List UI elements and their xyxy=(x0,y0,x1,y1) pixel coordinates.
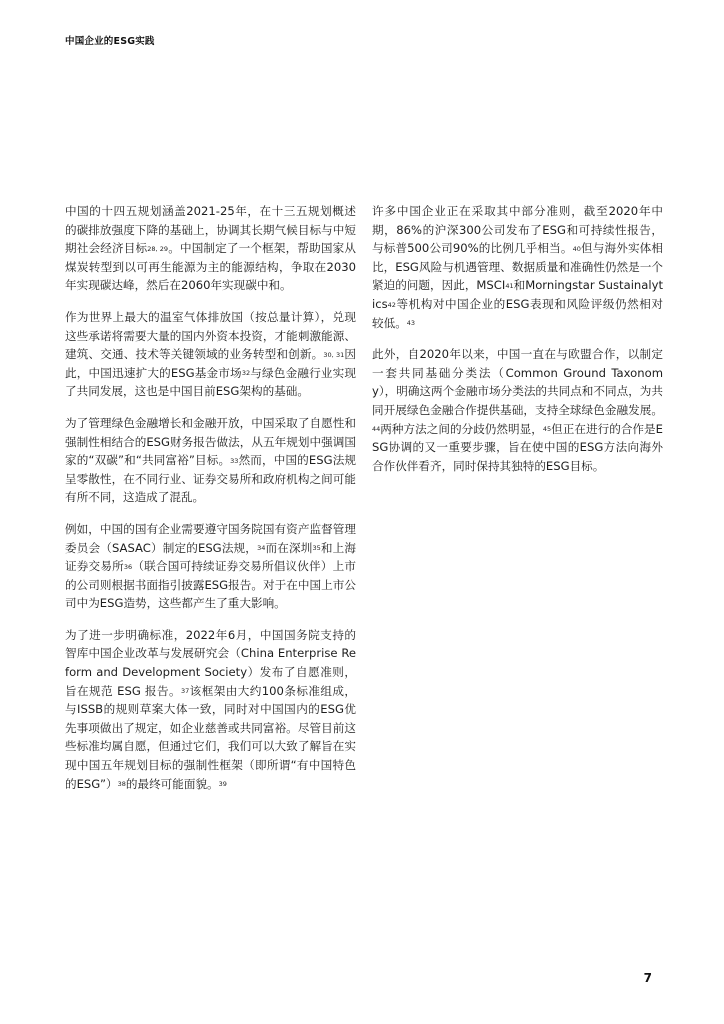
text-run: 的最终可能面貌。 xyxy=(125,776,219,791)
footnote-ref: 38 xyxy=(117,780,126,789)
text-run: 因此，中国迅速扩大的ESG基金市场 xyxy=(65,347,356,380)
text-run: 为了进一步明确标准，2022年6月，中国国务院支持的智库中国企业改革与发展研究会（China Enterprise Reform and Development Society）发布了自愿准则，旨在规范 ESG 报告。 xyxy=(65,627,356,698)
paragraph-green-finance-reporting xyxy=(65,414,356,507)
footnote-ref: 28, 29 xyxy=(147,244,169,253)
footnote-ref: 41 xyxy=(505,282,514,291)
text-run: 此外，自2020年以来，中国一直在与欧盟合作，以制定一套共同基础分类法（Common Ground Taxonomy），明确这两个金融市场分类法的共同点和不同点，为共同开展绿色金融合作提供基础，支持全球绿色金融发展。 xyxy=(372,347,663,417)
page-number: 7 xyxy=(643,971,652,985)
paragraph-adoption-ratings xyxy=(372,202,663,332)
text-run: （联合国可持续证券交易所倡议伙伴）上市的公司则根据书面指引披露ESG报告。对于在中国上市公司中为ESG造势，这些都产生了重大影响。 xyxy=(65,559,356,611)
text-run: 但与海外实体相比，ESG风险与机遇管理、数据质量和准确性仍然是一个紧迫的问题，因此，MSCI xyxy=(372,241,663,293)
text-run: 然而，中国的ESG法规呈零散性，在不同行业、证券交易所和政府机构之间可能有所不同，这造成了混乱。 xyxy=(65,453,357,505)
text-run: 与绿色金融行业实现了共同发展，这也是中国目前ESG架构的基础。 xyxy=(65,365,356,399)
footnote-ref: 35 xyxy=(312,544,321,553)
right-text-column xyxy=(372,202,663,488)
footnote-ref: 44 xyxy=(372,425,381,434)
footnote-ref: 37 xyxy=(180,687,190,696)
text-run: 许多中国企业正在采取其中部分准则，截至2020年中期，86%的沪深300公司发布了ESG和可持续性报告，与标普500公司90%的比例几乎相当。 xyxy=(372,204,663,256)
text-run: 和Morningstar Sustainalytics xyxy=(372,278,663,311)
footnote-ref: 43 xyxy=(406,319,416,328)
left-text-column xyxy=(65,202,356,806)
footnote-ref: 39 xyxy=(218,780,227,789)
text-run: 而在深圳 xyxy=(265,540,313,555)
text-run: 为了管理绿色金融增长和金融开放，中国采取了自愿性和强制性相结合的ESG财务报告做法，从五年规划中强调国家的“双碳”和“共同富裕”目标。 xyxy=(65,415,356,468)
text-run: 。中国制定了一个框架，帮助国家从煤炭转型到以可再生能源为主的能源结构，争取在2030年实现碳达峰，然后在2060年实现碳中和。 xyxy=(65,241,356,293)
text-run: 但正在进行的合作是ESG协调的又一重要步骤，旨在使中国的ESG方法向海外合作伙伴看齐，同时保持其独特的ESG目标。 xyxy=(372,421,663,473)
text-run: 两种方法之间的分歧仍然明显， xyxy=(380,421,543,436)
text-run: 等机构对中国企业的ESG表现和风险评级仍然相对较低。 xyxy=(372,296,663,330)
footnote-ref: 40 xyxy=(572,244,581,253)
paragraph-emissions-investment xyxy=(65,308,356,401)
paragraph-sasac-regulation xyxy=(65,520,356,613)
text-run: 和上海证券交易所 xyxy=(65,540,356,574)
text-run: 中国的十四五规划涵盖2021-25年，在十三五规划概述的碳排放强度下降的基础上，协调其长期气候目标与中短期社会经济目标 xyxy=(65,204,356,256)
text-run: 作为世界上最大的温室气体排放国（按总量计算），兑现这些承诺将需要大量的国内外资本投资，才能刺激能源、建筑、交通、技术等关键领域的业务转型和创新。 xyxy=(65,309,356,362)
paragraph-eu-cooperation xyxy=(372,345,663,475)
paragraph-five-year-plan xyxy=(65,202,356,295)
footnote-ref: 30, 31 xyxy=(323,350,345,359)
footnote-ref: 34 xyxy=(257,544,266,553)
footnote-ref: 45 xyxy=(542,425,552,434)
text-run: 该框架由大约100条标准组成，与ISSB的规则草案大体一致，同时对中国国内的ESG优先事项做出了规定，如企业慈善或共同富裕。尽管目前这些标准均属自愿，但通过它们，我们可以大致了解旨在实现中国五年规划目标的强制性框架（即所谓“有中国特色的ESG”） xyxy=(65,683,356,791)
running-header-title: 中国企业的ESG实践 xyxy=(65,36,155,47)
footnote-ref: 36 xyxy=(123,562,133,571)
footnote-ref: 32 xyxy=(241,369,251,378)
footnote-ref: 42 xyxy=(387,300,396,309)
text-run: 例如，中国的国有企业需要遵守国务院国有资产监督管理委员会（SASAC）制定的ESG法规， xyxy=(65,521,356,555)
paragraph-voluntary-guidelines xyxy=(65,626,356,793)
footnote-ref: 33 xyxy=(230,456,239,465)
